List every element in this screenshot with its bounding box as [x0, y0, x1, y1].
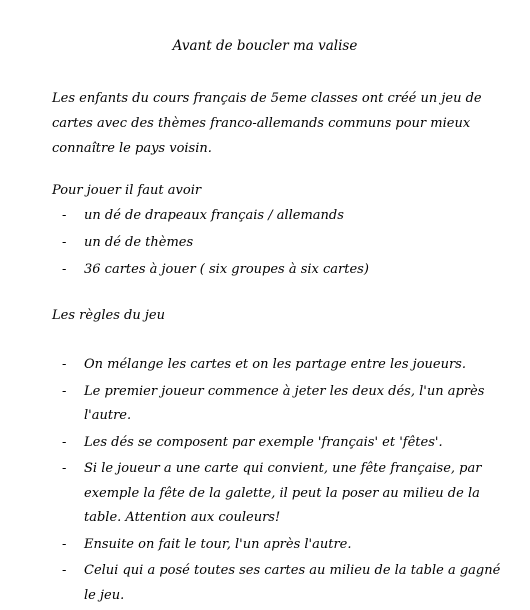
bullet-dash: -: [62, 563, 67, 578]
rules-item-text: Celui qui a posé toutes ses cartes au milieu de la table a gagné le jeu.: [84, 563, 501, 603]
list-item: [62, 457, 502, 531]
bullet-dash: -: [62, 461, 67, 476]
rules-item-text: Le premier joueur commence à jeter les deux dés, l'un après l'autre.: [84, 383, 485, 423]
list-item: [62, 431, 502, 456]
bullet-dash: -: [62, 208, 67, 223]
rules-item-text: On mélange les cartes et on les partage entre les joueurs.: [84, 357, 466, 372]
list-item: [62, 533, 502, 558]
list-item: [62, 202, 502, 229]
document-title: Avant de boucler ma valise: [172, 38, 358, 54]
rules-item-text: Les dés se composent par exemple 'français' et 'fêtes'.: [84, 434, 443, 450]
materials-item-text: un dé de thèmes: [84, 235, 194, 250]
bullet-dash: -: [62, 235, 67, 250]
materials-list: [62, 202, 502, 283]
list-item: [62, 229, 502, 256]
materials-heading: Pour jouer il faut avoir: [52, 183, 202, 198]
materials-item-text: un dé de drapeaux français / allemands: [84, 208, 344, 223]
intro-paragraph: Les enfants du cours français de 5eme classes ont créé un jeu de cartes avec des thèmes franco-allemands communs pour mieux connaître le pays voisin.: [52, 91, 482, 156]
list-item: [62, 380, 502, 429]
list-item: [62, 559, 502, 608]
list-item: [62, 353, 502, 378]
rules-heading: Les règles du jeu: [52, 308, 165, 323]
bullet-dash: -: [62, 262, 67, 277]
materials-item-text: 36 cartes à jouer ( six groupes à six cartes): [84, 262, 369, 277]
bullet-dash: -: [62, 383, 67, 399]
list-item: [62, 256, 502, 283]
bullet-dash: -: [62, 434, 67, 450]
bullet-dash: -: [62, 536, 67, 552]
bullet-dash: -: [62, 357, 67, 372]
rules-item-text: Si le joueur a une carte qui convient, une fête française, par exemple la fête de la galette, il peut la poser au milieu de la table. Attention aux couleurs!: [84, 461, 482, 525]
rules-list: [62, 353, 502, 610]
rules-item-text: Ensuite on fait le tour, l'un après l'autre.: [84, 536, 352, 552]
